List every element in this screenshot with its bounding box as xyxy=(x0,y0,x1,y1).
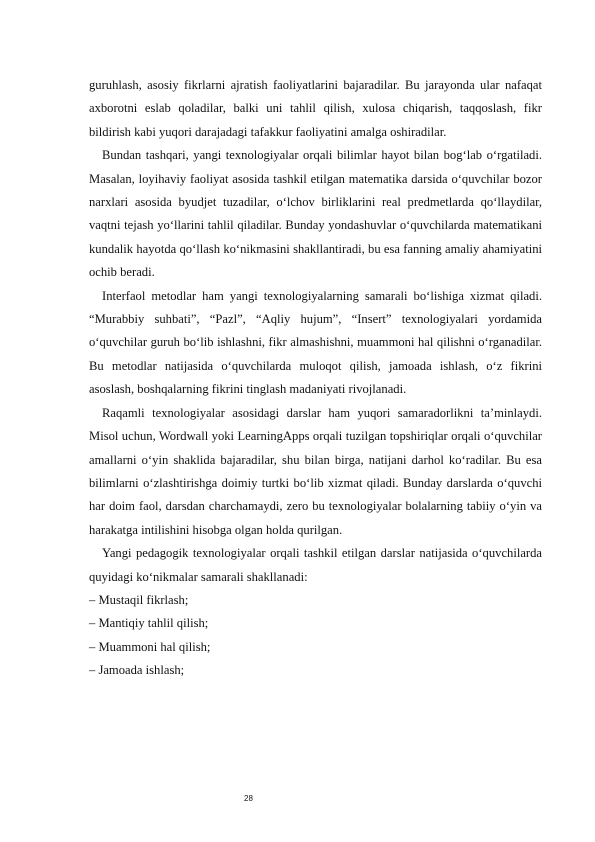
paragraph-skills-intro: Yangi pedagogik texnologiyalar orqali tashkil etilgan darslar natijasida o‘quvchilarda quyidagi ko‘nikmalar samarali shakllanadi: xyxy=(89,546,542,584)
list-item: – Jamoada ishlash; xyxy=(89,663,185,678)
list-item: – Mantiqiy tahlil qilish; xyxy=(89,616,209,631)
paragraph-interactive-methods: Interfaol metodlar ham yangi texnologiyalarning samarali bo‘lishiga xizmat qiladi. “Murabbiy suhbati”, “Pazl”, “Aqliy hujum”, “Insert” texnologiyalari yordamida o‘quvchilar guruh bo‘lib ishlashni, fikr almashishni, muammoni hal qilishni o‘rganadilar. Bu metodlar natijasida o‘quvchilarda muloqot qilish, jamoada ishlash, o‘z fikrini asoslash, boshqalarning fikrini tinglash madaniyati rivojlanadi. xyxy=(89,288,542,397)
paragraph-continuation: guruhlash, asosiy fikrlarni ajratish faoliyatlarini bajaradilar. Bu jarayonda ular nafaqat axborotni eslab qoladilar, balki uni tahlil qilish, xulosa chiqarish, taqqoslash, fikr bildirish kabi yuqori darajadagi tafakkur faoliyatini amalga oshiradilar. xyxy=(89,78,542,139)
paragraph-digital-technologies: Raqamli texnologiyalar asosidagi darslar ham yuqori samaradorlikni ta’minlaydi. Misol uchun, Wordwall yoki LearningApps orqali tuzilgan topshiriqlar orqali o‘quvchilar amallarni o‘yin shaklida bajaradilar, shu bilan birga, natijani darhol ko‘radilar. Bu esa bilimlarni o‘zlashtirishga doimiy turtki bo‘lib xizmat qiladi. Bunday darslarda o‘quvchi har doim faol, darsdan charchamaydi, zero bu texnologiyalar bolalarning tabiiy o‘yin va harakatga intilishini hisobga olgan holda qurilgan. xyxy=(89,405,542,537)
skills-list xyxy=(89,589,542,683)
list-item: – Mustaqil fikrlash; xyxy=(89,592,189,607)
document-body xyxy=(89,74,542,683)
paragraph-real-life-learning: Bundan tashqari, yangi texnologiyalar orqali bilimlar hayot bilan bog‘lab o‘rgatiladi. Masalan, loyihaviy faoliyat asosida tashkil etilgan matematika darsida o‘quvchilar bozor narxlari asosida byudjet tuzadilar, o‘lchov birliklarini real predmetlarda qo‘llaydilar, vaqtni tejash yo‘llarini tahlil qiladilar. Bunday yondashuvlar o‘quvchilarda matematikani kundalik hayotda qo‘llash ko‘nikmasini shakllantiradi, bu esa fanning amaliy ahamiyatini ochib beradi. xyxy=(89,148,542,280)
page-number: 28 xyxy=(244,794,253,803)
list-item: – Muammoni hal qilish; xyxy=(89,639,211,654)
